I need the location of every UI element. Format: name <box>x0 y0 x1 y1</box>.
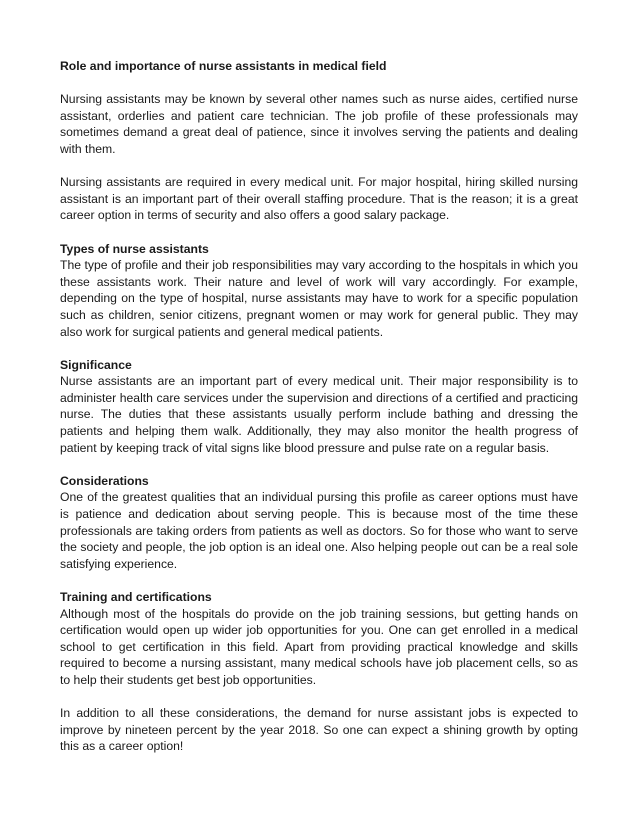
section-body: Although most of the hospitals do provide on the job training sessions, but getting hands on certification would open up wider job opportunities for you. One can get enrolled in a medical school to get certification in this field. Apart from providing practical knowledge and skills required to become a nursing assistant, many medical schools have job placement cells, so as to help their students get best job opportunities. <box>60 606 578 687</box>
document-page <box>60 58 578 772</box>
section-types <box>60 241 578 341</box>
section-significance <box>60 357 578 457</box>
intro-paragraph-1: Nursing assistants may be known by several other names such as nurse aides, certified nurse assistant, orderlies and patient care technician. The job profile of these professionals may sometimes demand a great deal of patience, since it involves serving the patients and dealing with them. <box>60 92 578 156</box>
section-body: The type of profile and their job responsibilities may vary according to the hospitals in which you these assistants work. Their nature and level of work will vary accordingly. For example, depending on the type of hospital, nurse assistants may have to work for a specific population such as children, senior citizens, pregnant women or may work for general public. They may also work for surgical patients and general medical patients. <box>60 258 578 339</box>
section-heading: Considerations <box>60 473 149 488</box>
section-training <box>60 589 578 689</box>
section-considerations <box>60 473 578 573</box>
section-heading: Training and certifications <box>60 590 212 604</box>
section-body: One of the greatest qualities that an individual pursing this profile as career options must have is patience and dedication about serving people. This is because most of the time these professionals are taking orders from patients as well as doctors. So for those who want to serve the society and people, the job option is an ideal one. Also helping people out can be a real sole satisfying experience. <box>60 490 578 571</box>
document-title: Role and importance of nurse assistants in medical field <box>60 59 387 73</box>
section-heading: Types of nurse assistants <box>60 241 209 256</box>
closing-paragraph: In addition to all these considerations, the demand for nurse assistant jobs is expected to improve by nineteen percent by the year 2018. So one can expect a shining growth by opting this as a career option! <box>60 706 578 754</box>
intro-paragraph-2: Nursing assistants are required in every medical unit. For major hospital, hiring skilled nursing assistant is an important part of their overall staffing procedure. That is the reason; it is a great career option in terms of security and also offers a good salary package. <box>60 175 578 223</box>
section-heading: Significance <box>60 357 132 372</box>
section-body: Nurse assistants are an important part of every medical unit. Their major responsibility is to administer health care services under the supervision and directions of a certified and practicing nurse. The duties that these assistants usually perform include bathing and dressing the patients and helping them walk. Additionally, they may also monitor the health progress of patient by keeping track of vital signs like blood pressure and pulse rate on a regular basis. <box>60 374 578 455</box>
